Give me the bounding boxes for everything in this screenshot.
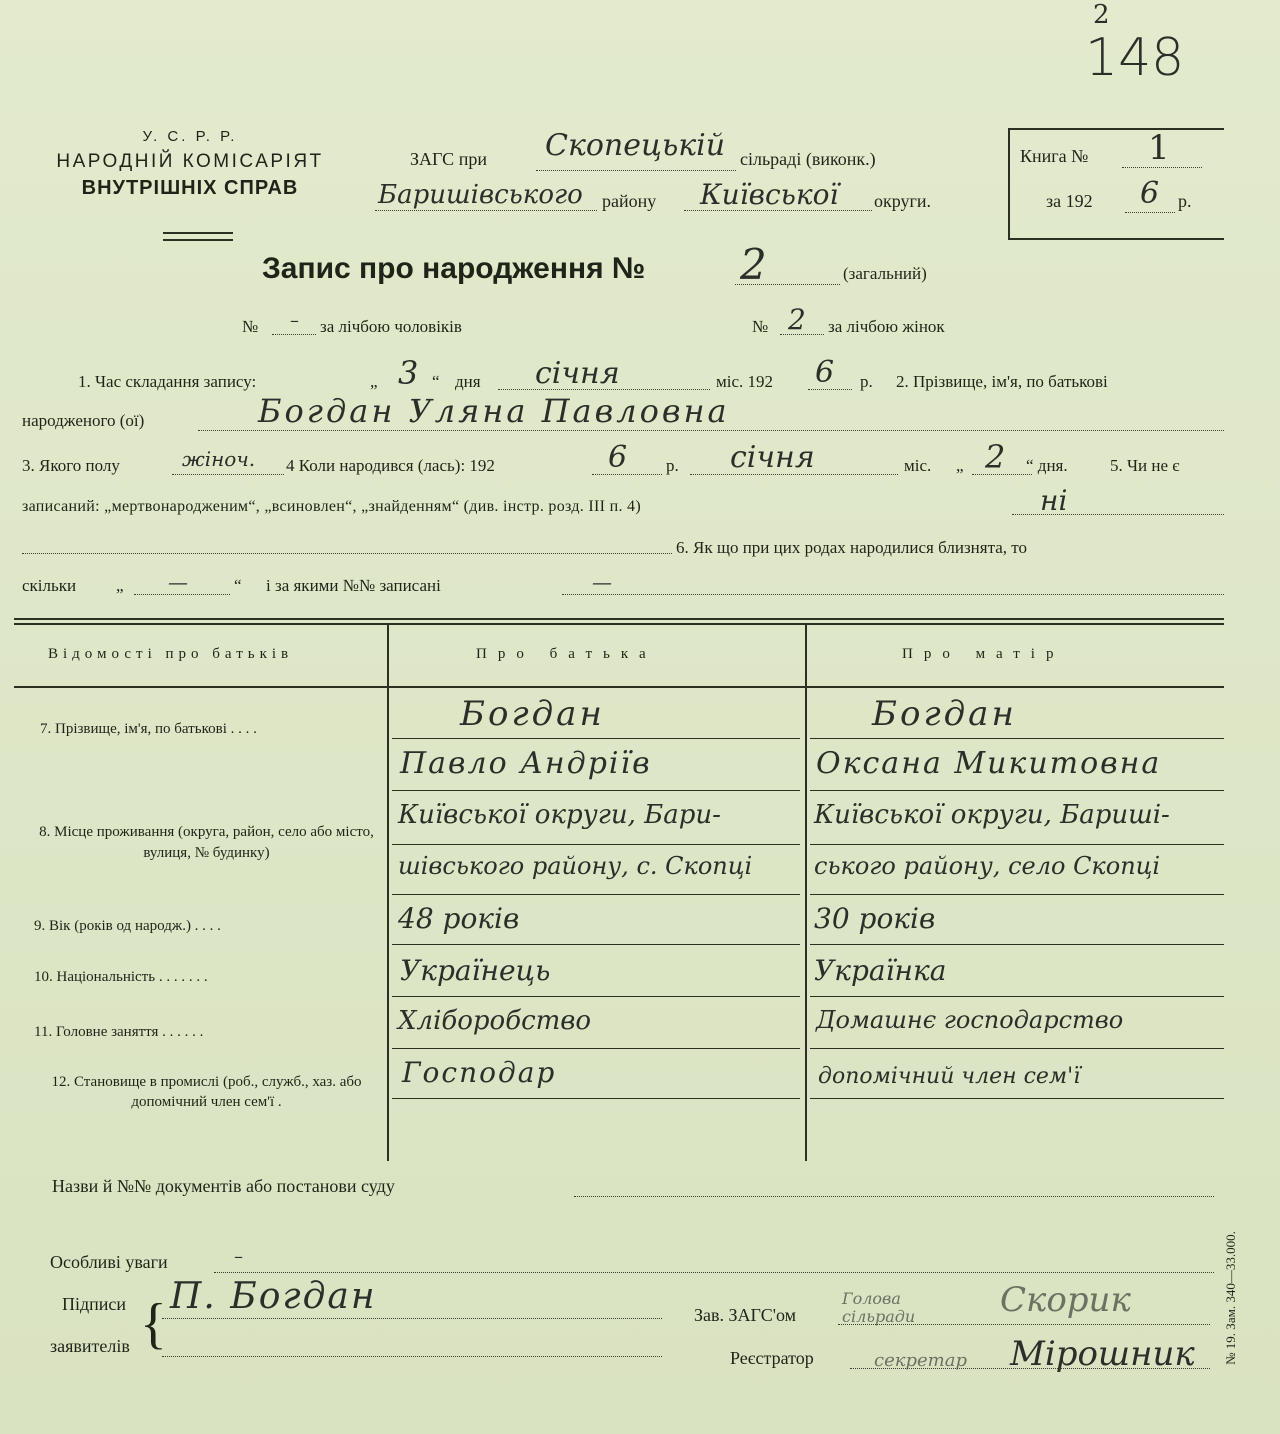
col-mother-header: Про матір: [902, 646, 1065, 662]
okruha-label: округи.: [874, 191, 932, 211]
f3-label: 3. Якого полу: [22, 456, 120, 475]
newborn-name-value: Богдан Уляна Павловна: [258, 392, 730, 430]
head-title: Голова сільради: [842, 1289, 916, 1326]
f4-month-label: міс.: [904, 456, 932, 475]
notes-label: Особливі уваги: [50, 1252, 168, 1272]
registrar-label: Реєстратор: [730, 1348, 814, 1368]
row-label-status: 12. Становище в промислі (роб., служб., хаз. або допомічний член сем'ї .: [51, 1074, 362, 1110]
head-sign-line: [838, 1324, 1210, 1325]
mother-given-names: Оксана Микитовна: [816, 746, 1162, 781]
table-top-border: [14, 618, 1224, 620]
f1-q-open: „: [370, 372, 378, 391]
mother-line-5: [810, 944, 1224, 945]
applicant-signature: П. Богдан: [170, 1276, 377, 1317]
book-year-suffix: р.: [1178, 191, 1192, 211]
f4-day-line: [972, 474, 1032, 475]
issuer-block: [20, 128, 360, 200]
usrr-label: У. С. Р. Р.: [142, 128, 238, 145]
f4-q-open: „: [956, 456, 964, 475]
mother-age: 30 років: [814, 902, 936, 935]
father-line-5: [392, 944, 800, 945]
f4-label: 4 Коли народився (лась): 192: [286, 456, 495, 475]
female-no-label: №: [752, 317, 769, 336]
f5-value: ні: [1040, 484, 1068, 517]
twins-count-line: [134, 594, 230, 595]
f4-day-label: “ дня.: [1026, 456, 1068, 475]
father-nationality: Українець: [400, 954, 551, 987]
district-line: [375, 210, 597, 211]
f1-year-suffix: р.: [860, 372, 873, 391]
f1-year-line: [808, 389, 852, 390]
book-number-line: [1122, 167, 1202, 168]
signatures-label-2: заявителів: [50, 1336, 130, 1356]
f1-day-label: дня: [455, 372, 481, 391]
mother-residence-1: Київської округи, Бариші-: [814, 800, 1170, 830]
registrar-signature: Мірошник: [1010, 1334, 1195, 1374]
mother-surname: Богдан: [872, 694, 1017, 734]
record-number-line: [735, 284, 840, 285]
table-col-divider-2: [805, 623, 807, 1161]
district-label: району: [602, 191, 657, 211]
row-label-nationality: 10. Національність . . . . . . .: [34, 969, 208, 985]
notes-line: [214, 1272, 1214, 1273]
mother-occupation: Домашнє господарство: [816, 1006, 1124, 1034]
row-label-name: 7. Прізвище, ім'я, по батькові . . . .: [40, 721, 257, 737]
book-number: 1: [1148, 128, 1170, 168]
f2-label2: народженого (ої): [22, 411, 145, 430]
f1-month: січня: [535, 356, 620, 391]
f4-month-line: [690, 474, 898, 475]
f4-year-suffix: р.: [666, 456, 679, 475]
twins-numbers-value: —: [592, 570, 612, 594]
zags-prefix: ЗАГС при: [410, 149, 487, 169]
commissariat-line2: ВНУТРІШНІХ СПРАВ: [81, 177, 299, 199]
side-print-number: № 19. Зам. 340—33.000.: [1223, 1231, 1238, 1365]
archive-number: 148: [1085, 28, 1185, 88]
signatures-brace: {: [140, 1293, 167, 1355]
applicant-sign-line-1: [162, 1318, 662, 1319]
district-value: Баришівського: [378, 180, 583, 210]
archive-small-number: 2: [1093, 0, 1110, 30]
general-label: (загальний): [843, 264, 927, 283]
notes-value: –: [234, 1246, 243, 1267]
father-residence-2: шівського району, с. Скопці: [398, 852, 753, 880]
f6-label2: скільки: [22, 576, 77, 595]
male-no-value: –: [290, 310, 299, 331]
f5-line: [1012, 514, 1224, 515]
row-label-residence: 8. Місце проживання (округа, район, село або місто, вулиця, № будинку): [39, 824, 374, 861]
okruha-line: [684, 210, 872, 211]
okruha-value: Київської: [700, 178, 839, 211]
female-count-label: за лічбою жінок: [828, 317, 945, 336]
father-line-6: [392, 996, 800, 997]
book-year-digit: 6: [1140, 176, 1160, 211]
male-no-line: [272, 334, 316, 335]
applicant-sign-line-2: [162, 1356, 662, 1357]
f1-label: 1. Час складання запису:: [78, 372, 257, 391]
mother-status: допомічний член сем'ї: [818, 1064, 1081, 1089]
mother-line-2: [810, 790, 1224, 791]
f1-q-close: “: [432, 372, 440, 391]
mother-line-3: [810, 844, 1224, 845]
f1-month-label: міс. 192: [716, 372, 774, 391]
header-divider: [163, 232, 233, 241]
book-year-label: за 192: [1046, 191, 1093, 211]
father-age: 48 років: [398, 902, 520, 935]
father-line-4: [392, 894, 800, 895]
table-col-divider-1: [387, 623, 389, 1161]
father-status: Господар: [402, 1056, 557, 1089]
book-box: [1008, 128, 1224, 240]
registrar-sign-line: [850, 1368, 1210, 1369]
father-given-names: Павло Андріїв: [400, 746, 652, 781]
sex-value: жіноч.: [182, 447, 256, 471]
mother-line-1: [810, 738, 1224, 739]
col-info-header: Відомості про батьків: [48, 646, 294, 662]
mother-nationality: Українка: [814, 954, 947, 987]
father-surname: Богдан: [460, 694, 605, 734]
f6-label3: і за якими №№ записані: [266, 576, 441, 595]
table-header-border: [14, 686, 1224, 688]
father-residence-1: Київської округи, Бари-: [398, 800, 721, 830]
village-council-line: [536, 170, 736, 171]
father-line-7: [392, 1048, 800, 1049]
f6-q-open: „: [116, 576, 124, 595]
father-line-1: [392, 738, 800, 739]
mother-line-8: [810, 1098, 1224, 1099]
signatures-label-1: Підписи: [62, 1294, 127, 1314]
f4-year-digit: 6: [608, 440, 628, 475]
f4-month: січня: [730, 440, 815, 475]
docs-line: [574, 1196, 1214, 1197]
record-title: Запис про народження №: [262, 252, 646, 285]
f5-label2: записаний: „мертвонародженим“, „всиновлен“, „знайденням“ (див. інстр. розд. III п. 4): [22, 498, 641, 515]
f1-day: 3: [398, 354, 419, 392]
sex-line: [172, 474, 284, 475]
f1-month-line: [498, 389, 710, 390]
female-no-line: [780, 334, 824, 335]
f1-year-digit: 6: [815, 355, 835, 390]
f4-day: 2: [985, 438, 1006, 476]
f6-blank-line: [22, 553, 672, 554]
female-no-value: 2: [788, 303, 806, 336]
father-occupation: Хліборобство: [398, 1006, 592, 1036]
commissariat-line1: НАРОДНІЙ КОМІСАРІЯТ: [56, 151, 324, 172]
zags-suffix: сільраді (виконк.): [740, 149, 876, 169]
twins-count-value: —: [168, 570, 188, 594]
male-no-label: №: [242, 317, 259, 336]
f6-q-close: “: [234, 576, 242, 595]
village-council-value: Скопецькій: [545, 128, 726, 163]
father-line-3: [392, 844, 800, 845]
twins-numbers-line: [562, 594, 1224, 595]
table-top-border-2: [14, 623, 1224, 625]
head-signature: Скорик: [1000, 1280, 1131, 1320]
row-label-age: 9. Вік (років од народж.) . . . .: [34, 918, 221, 934]
f4-year-line: [592, 474, 662, 475]
mother-line-4: [810, 894, 1224, 895]
newborn-name-line: [198, 430, 1224, 431]
book-year-line: [1125, 212, 1175, 213]
f6-label: 6. Як що при цих родах народилися близнята, то: [676, 538, 1027, 557]
male-count-label: за лічбою чоловіків: [320, 317, 462, 336]
col-father-header: Про батька: [476, 646, 657, 662]
row-label-occupation: 11. Головне заняття . . . . . .: [34, 1024, 204, 1040]
head-label: Зав. ЗАГС'ом: [694, 1305, 796, 1325]
record-number: 2: [740, 240, 767, 289]
f5-label: 5. Чи не є: [1110, 456, 1180, 475]
f2-label: 2. Прізвище, ім'я, по батькові: [896, 372, 1108, 391]
book-label: Книга №: [1020, 146, 1089, 166]
father-line-2: [392, 790, 800, 791]
docs-label: Назви й №№ документів або постанови суду: [52, 1176, 395, 1196]
mother-line-7: [810, 1048, 1224, 1049]
mother-line-6: [810, 996, 1224, 997]
mother-residence-2: ського району, село Скопці: [814, 852, 1161, 880]
father-line-8: [392, 1098, 800, 1099]
registrar-title: секретар: [874, 1350, 967, 1371]
